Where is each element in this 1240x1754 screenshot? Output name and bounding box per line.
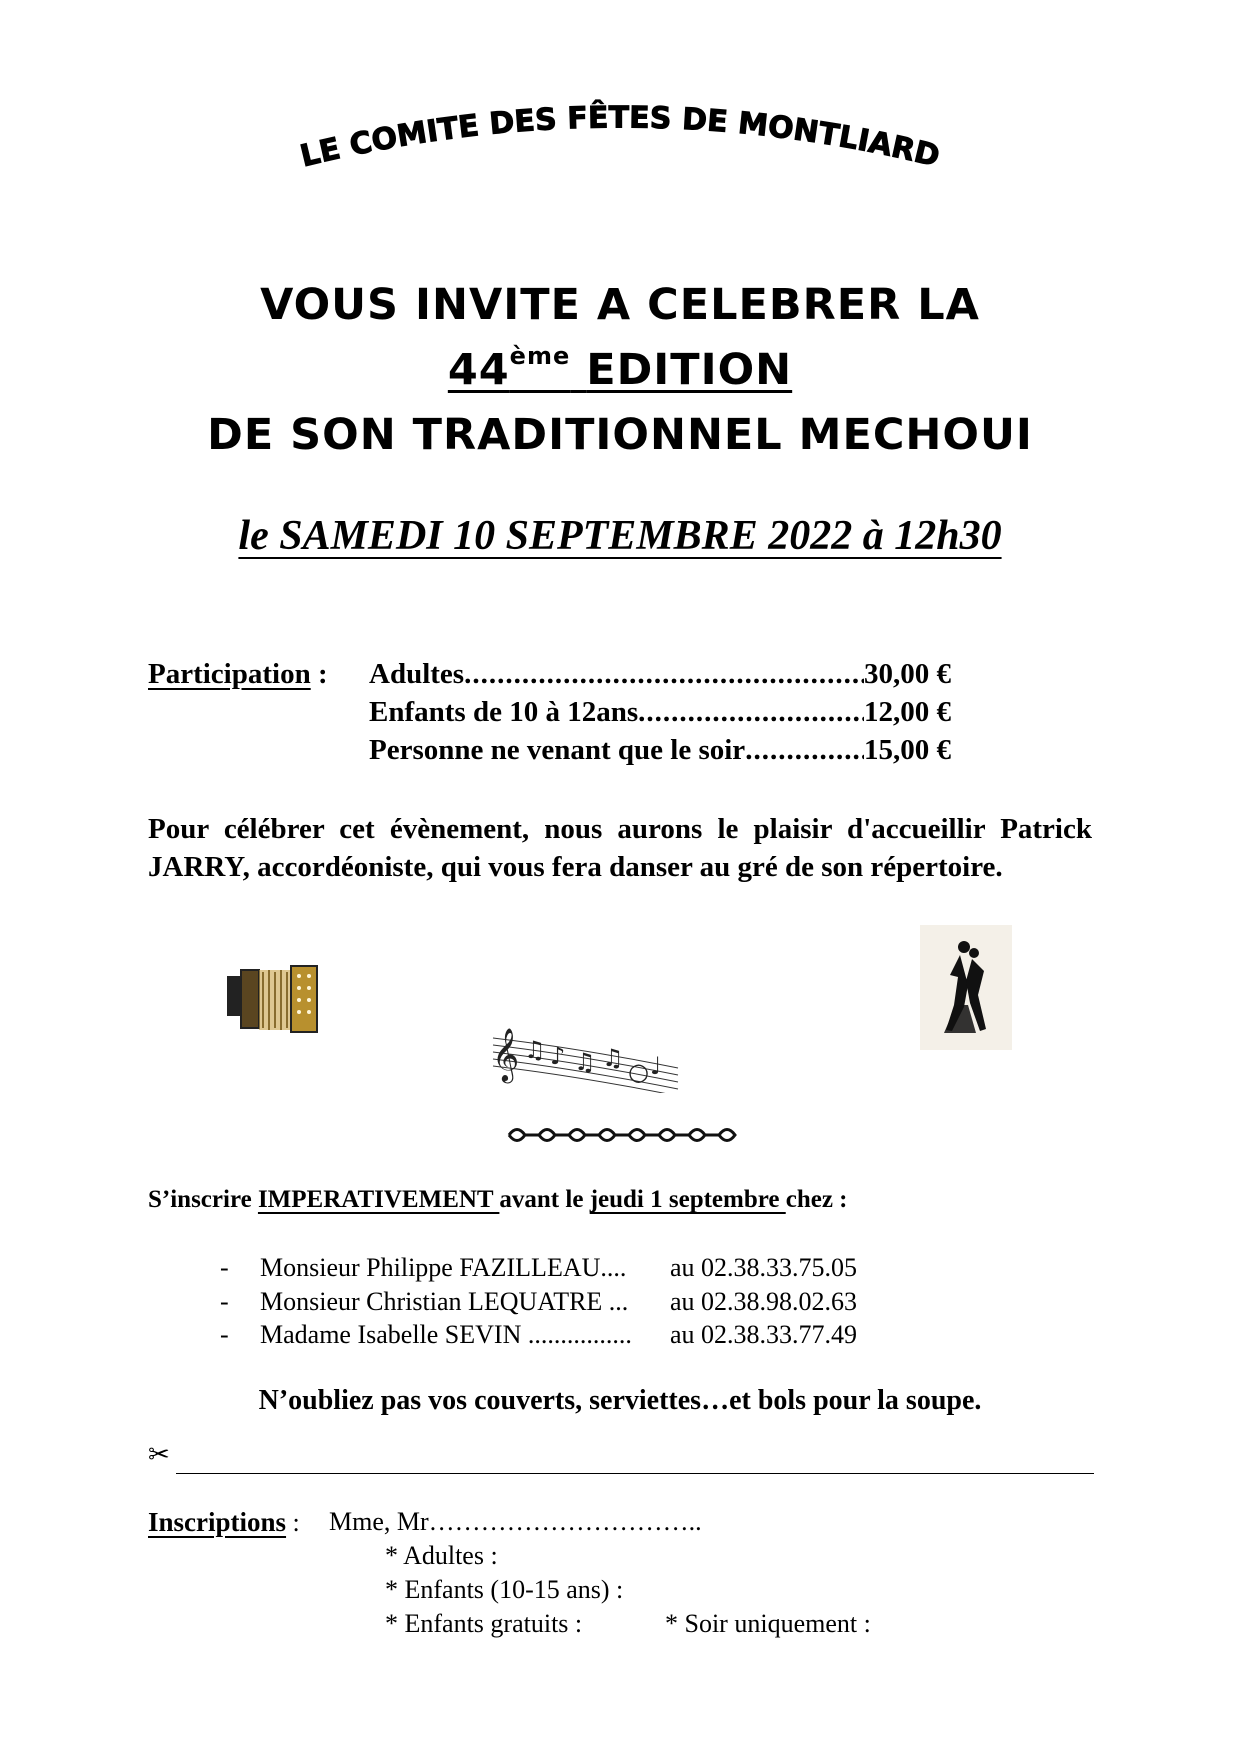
contact-phone: au 02.38.33.75.05 xyxy=(670,1253,858,1282)
price-label: Personne ne venant que le soir xyxy=(369,734,746,766)
svg-text:♪: ♪ xyxy=(550,1042,566,1070)
price-row-adults xyxy=(369,658,951,691)
participation-separator: : xyxy=(310,658,328,690)
registration-suffix: chez : xyxy=(785,1186,848,1213)
participation-label xyxy=(148,658,328,691)
children-count-field[interactable]: * Enfants (10-15 ans) : xyxy=(385,1575,624,1604)
scissors-icon: ✂ xyxy=(148,1440,170,1470)
music-notes-icon xyxy=(488,1018,683,1093)
registration-emphasis: IMPERATIVEMENT xyxy=(257,1186,500,1213)
svg-text:♫: ♫ xyxy=(524,1036,546,1064)
headline-mechoui: DE SON TRADITIONNEL MECHOUI xyxy=(207,410,1033,460)
arched-title-text: LE COMITE DES FÊTES DE MONTLIARD xyxy=(296,100,944,175)
contact-row xyxy=(220,1253,857,1283)
svg-text:♫: ♫ xyxy=(574,1048,596,1076)
event-date xyxy=(0,512,1240,560)
dancers-icon xyxy=(920,925,1012,1050)
svg-text:♩: ♩ xyxy=(650,1052,662,1080)
contact-phone: au 02.38.33.77.49 xyxy=(670,1320,858,1349)
inscriptions-label xyxy=(148,1507,300,1538)
contact-name: Monsieur Christian LEQUATRE ... xyxy=(260,1287,629,1316)
edition-underlined xyxy=(447,342,793,395)
contact-phone: au 02.38.98.02.63 xyxy=(670,1287,858,1316)
contact-dash: - xyxy=(220,1253,229,1282)
inscriptions-label-text: Inscriptions xyxy=(148,1507,287,1537)
inscriptions-separator: : xyxy=(286,1508,300,1537)
name-field[interactable]: Mme, Mr………………………….. xyxy=(329,1507,702,1536)
price-value: 30,00 € xyxy=(864,658,951,690)
registration-deadline xyxy=(148,1186,848,1214)
participation-label-text: Participation xyxy=(148,658,311,690)
price-label: Enfants de 10 à 12ans xyxy=(369,696,639,728)
contact-name: Madame Isabelle SEVIN ................ xyxy=(260,1320,632,1349)
price-row-evening xyxy=(369,734,951,767)
price-leader xyxy=(745,734,864,767)
headline-invite: VOUS INVITE A CELEBRER LA xyxy=(260,280,980,330)
accordion-icon xyxy=(225,962,325,1037)
svg-text:♫: ♫ xyxy=(602,1044,624,1072)
contact-row xyxy=(220,1287,857,1317)
price-value: 12,00 € xyxy=(864,696,951,728)
event-description: Pour célébrer cet évènement, nous aurons le plaisir d'accueillir Patrick JARRY, accordéoniste, qui vous fera danser au gré de son répertoire. xyxy=(148,813,1092,883)
cut-line xyxy=(176,1473,1094,1474)
registration-deadline-date: jeudi 1 septembre xyxy=(589,1186,786,1213)
contact-dash: - xyxy=(220,1320,229,1349)
price-leader xyxy=(638,696,864,729)
event-date-text: le SAMEDI 10 SEPTEMBRE 2022 à 12h30 xyxy=(238,513,1002,559)
headline-edition xyxy=(0,342,1240,395)
heart-ornament-icon xyxy=(505,1120,737,1150)
contact-dash: - xyxy=(220,1287,229,1316)
price-value: 15,00 € xyxy=(864,734,951,766)
registration-middle: avant le xyxy=(499,1186,590,1213)
edition-word: EDITION xyxy=(586,345,793,395)
evening-only-count-field[interactable]: * Soir uniquement : xyxy=(665,1609,871,1638)
svg-text:○: ○ xyxy=(628,1058,649,1086)
edition-number: 44 xyxy=(447,345,510,395)
price-leader xyxy=(464,658,864,691)
free-children-count-field[interactable]: * Enfants gratuits : xyxy=(385,1609,583,1638)
price-label: Adultes xyxy=(369,658,465,690)
price-row-children xyxy=(369,696,951,729)
contact-name: Monsieur Philippe FAZILLEAU.... xyxy=(260,1253,627,1282)
arched-title xyxy=(200,95,1040,215)
svg-text:𝄞: 𝄞 xyxy=(492,1027,520,1081)
reminder-text: N’oubliez pas vos couverts, serviettes…et bols pour la soupe. xyxy=(258,1385,982,1416)
contact-row xyxy=(220,1320,857,1350)
registration-prefix: S’inscrire xyxy=(148,1186,258,1213)
edition-suffix: ème xyxy=(509,342,571,370)
adults-count-field[interactable]: * Adultes : xyxy=(385,1541,498,1570)
